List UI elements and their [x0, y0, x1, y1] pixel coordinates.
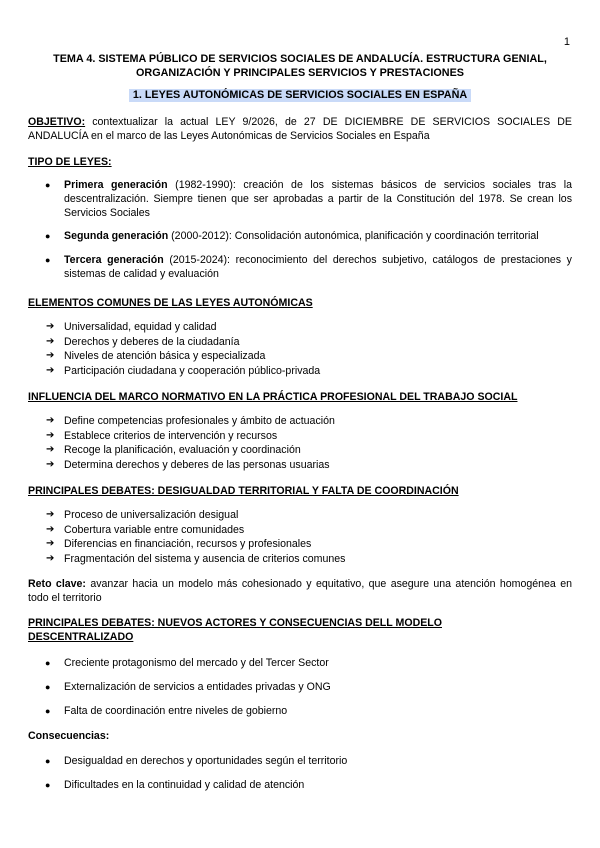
- tipo-text: (2000-2012): Consolidación autonómica, planificación y coordinación territorial: [168, 230, 539, 242]
- list-item-text: Creciente protagonismo del mercado y del Tercer Sector: [64, 657, 329, 669]
- bullet-dot-icon: ●: [45, 658, 51, 668]
- list-item-text: Dificultades en la continuidad y calidad de atención: [64, 779, 305, 791]
- reto-text: avanzar hacia un modelo más cohesionado y equitativo, que asegure una atención homogénea en todo el territorio: [28, 578, 572, 604]
- debates2-heading-line-2: DESCENTRALIZADO: [28, 631, 134, 643]
- bullet-dot-icon: ●: [45, 255, 51, 265]
- list-item: [28, 349, 572, 364]
- bullet-dot-icon: ●: [45, 756, 51, 766]
- list-item: [28, 656, 572, 670]
- list-item: [28, 552, 572, 567]
- tipos-heading: TIPO DE LEYES:: [28, 156, 112, 168]
- section-1-title-text: 1. LEYES AUTONÓMICAS DE SERVICIOS SOCIALES EN ESPAÑA: [129, 89, 471, 102]
- objetivo-paragraph: [28, 115, 572, 143]
- debates2-heading: [28, 616, 572, 644]
- arrow-right-icon: ➔: [46, 509, 55, 520]
- list-item-text: Proceso de universalización desigual: [64, 509, 239, 521]
- arrow-right-icon: ➔: [46, 429, 55, 441]
- list-item-text: Niveles de atención básica y especializada: [64, 350, 266, 363]
- list-item-text: Externalización de servicios a entidades privadas y ONG: [64, 681, 331, 693]
- list-item: [28, 364, 572, 379]
- arrow-right-icon: ➔: [46, 552, 55, 564]
- arrow-right-icon: ➔: [46, 335, 55, 347]
- debates1-list: [28, 508, 572, 566]
- list-item-text: Participación ciudadana y cooperación público-privada: [64, 364, 321, 377]
- list-item: [28, 443, 572, 458]
- list-item: [28, 778, 572, 792]
- reto-paragraph: [28, 577, 572, 605]
- list-item: [28, 335, 572, 350]
- tipo-text: (1982-1990): creación de los sistemas básicos de servicios sociales tras la descentralización. Siempre tienen que ser aprobadas a partir de la Constitución del 1978. Se crean los Servicios Sociales: [64, 179, 572, 219]
- consecuencias-heading: Consecuencias:: [28, 730, 110, 742]
- list-item: [28, 429, 572, 444]
- list-item-text: Derechos y deberes de la ciudadanía: [64, 335, 240, 348]
- arrow-right-icon: ➔: [46, 523, 55, 535]
- list-item: [28, 178, 572, 220]
- elementos-heading: ELEMENTOS COMUNES DE LAS LEYES AUTONÓMICAS: [28, 297, 313, 309]
- debates1-heading: PRINCIPALES DEBATES: DESIGUALDAD TERRITORIAL Y FALTA DE COORDINACIÓN: [28, 485, 459, 497]
- bullet-dot-icon: ●: [45, 780, 51, 790]
- bullet-dot-icon: ●: [45, 706, 51, 716]
- consecuencias-list: [28, 754, 572, 792]
- list-item-text: Falta de coordinación entre niveles de gobierno: [64, 705, 288, 717]
- reto-label: Reto clave:: [28, 578, 86, 590]
- list-item: [28, 704, 572, 718]
- list-item-text: Universalidad, equidad y calidad: [64, 321, 217, 333]
- list-item-text: Define competencias profesionales y ámbito de actuación: [64, 415, 335, 427]
- influencia-list: [28, 414, 572, 472]
- arrow-right-icon: ➔: [46, 350, 55, 362]
- list-item-text: Diferencias en financiación, recursos y profesionales: [64, 538, 312, 551]
- objetivo-label: OBJETIVO:: [28, 116, 86, 128]
- arrow-right-icon: ➔: [46, 458, 55, 470]
- list-item-text: Recoge la planificación, evaluación y coordinación: [64, 444, 301, 457]
- influencia-heading: INFLUENCIA DEL MARCO NORMATIVO EN LA PRÁCTICA PROFESIONAL DEL TRABAJO SOCIAL: [28, 391, 518, 403]
- bullet-dot-icon: ●: [45, 180, 51, 190]
- list-item: [28, 253, 572, 281]
- bullet-dot-icon: ●: [45, 682, 51, 692]
- debates2-heading-line-1: PRINCIPALES DEBATES: NUEVOS ACTORES Y CONSECUENCIAS DELL MODELO: [28, 617, 442, 629]
- tipo-text: (2015-2024): reconocimiento del derechos subjetivo, catálogos de prestaciones y sistemas de calidad y evaluación: [64, 254, 572, 280]
- list-item: [28, 320, 572, 335]
- list-item-text: Establece criterios de intervención y recursos: [64, 429, 278, 442]
- debates2-list: [28, 656, 572, 718]
- bullet-dot-icon: ●: [45, 231, 51, 241]
- arrow-right-icon: ➔: [46, 415, 55, 426]
- list-item: [28, 680, 572, 694]
- title-line-1: TEMA 4. SISTEMA PÚBLICO DE SERVICIOS SOCIALES DE ANDALUCÍA. ESTRUCTURA GENIAL,: [53, 53, 547, 65]
- list-item: [28, 414, 572, 429]
- tipo-name: Primera generación: [64, 179, 168, 191]
- list-item: [28, 508, 572, 523]
- list-item-text: Desigualdad en derechos y oportunidades según el territorio: [64, 755, 348, 767]
- objetivo-text: contextualizar la actual LEY 9/2026, de 27 DE DICIEMBRE DE SERVICIOS SOCIALES DE ANDALUCÍA en el marco de las Leyes Autonómicas de Servicios Sociales en España: [28, 116, 572, 142]
- list-item: [28, 537, 572, 552]
- list-item: [28, 754, 572, 768]
- arrow-right-icon: ➔: [46, 364, 55, 376]
- title-line-2: ORGANIZACIÓN Y PRINCIPALES SERVICIOS Y PRESTACIONES: [136, 67, 464, 79]
- tipo-name: Tercera generación: [64, 254, 164, 266]
- list-item: [28, 523, 572, 538]
- list-item: [28, 229, 572, 243]
- arrow-right-icon: ➔: [46, 444, 55, 456]
- list-item-text: Cobertura variable entre comunidades: [64, 523, 245, 536]
- list-item: [28, 458, 572, 473]
- tipo-name: Segunda generación: [64, 230, 169, 242]
- section-1-title: [28, 89, 572, 101]
- list-item-text: Fragmentación del sistema y ausencia de criterios comunes: [64, 552, 346, 565]
- elementos-list: [28, 320, 572, 378]
- list-item-text: Determina derechos y deberes de las personas usuarias: [64, 458, 330, 471]
- tipos-list: [28, 178, 572, 281]
- document-title: [28, 52, 572, 80]
- arrow-right-icon: ➔: [46, 538, 55, 550]
- arrow-right-icon: ➔: [46, 321, 55, 332]
- page-number: 1: [563, 36, 570, 48]
